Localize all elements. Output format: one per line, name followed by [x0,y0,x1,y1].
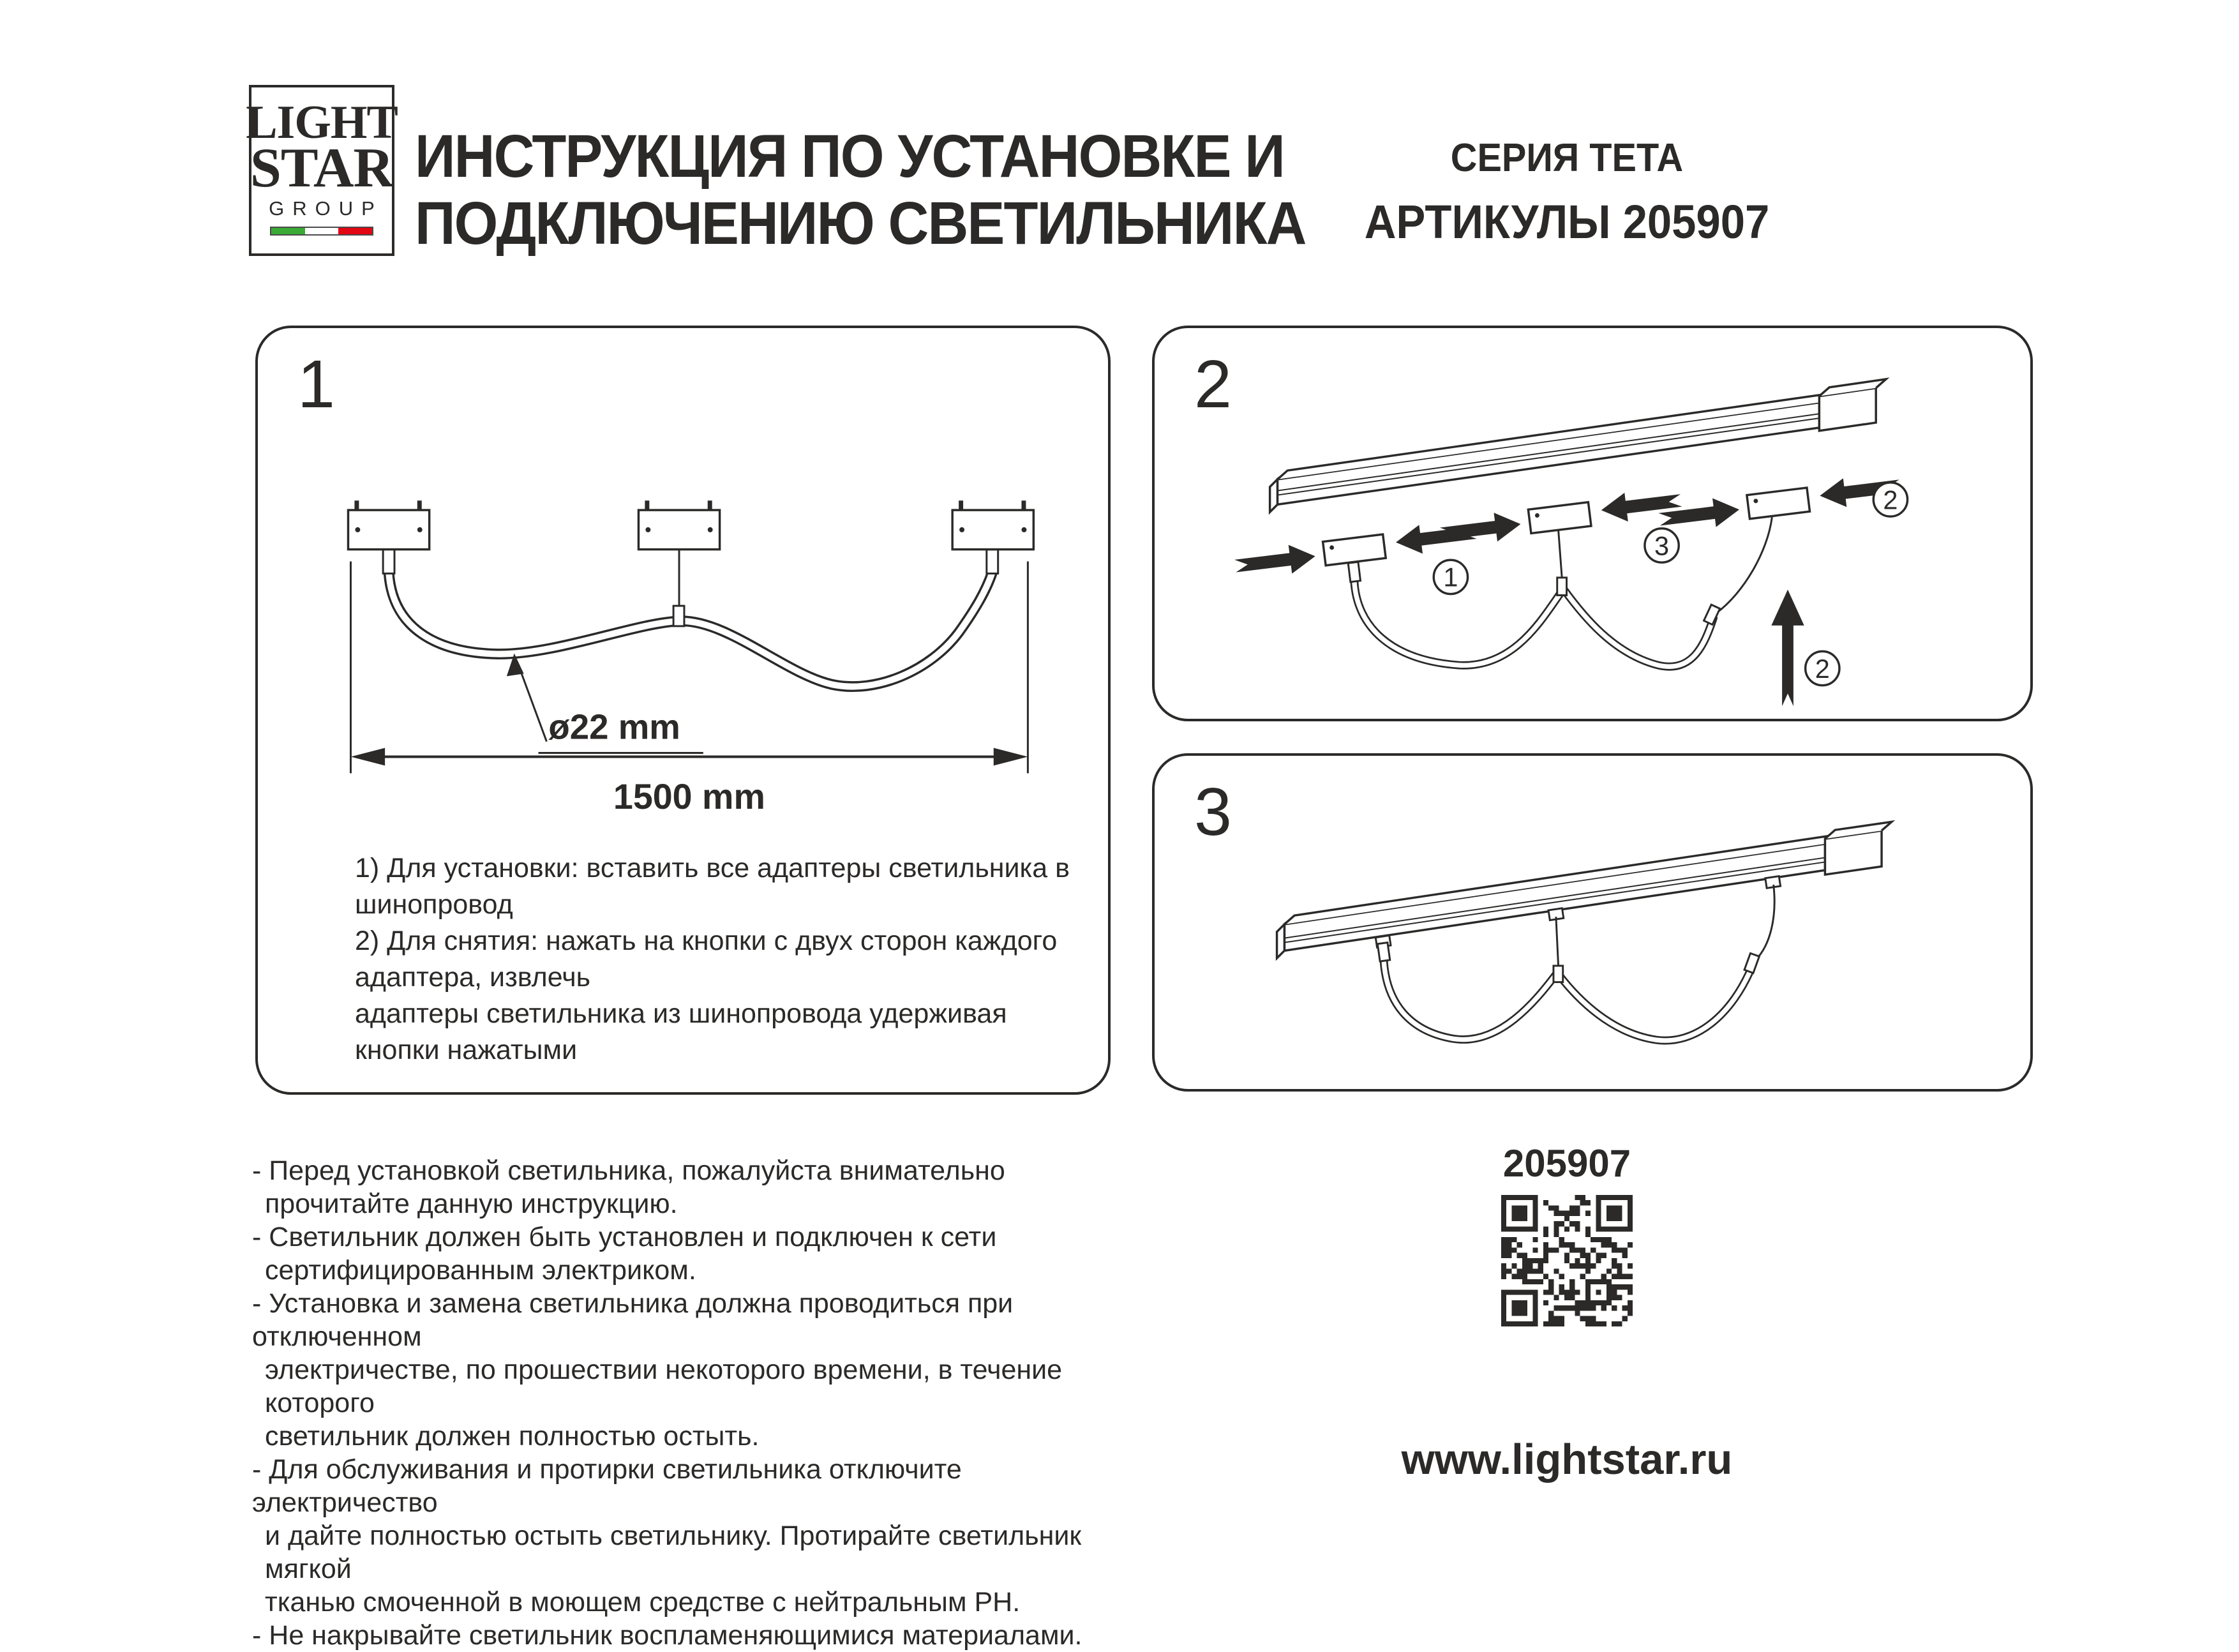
press-arrow-icon [1234,542,1317,580]
fixture-tube-outline [1384,960,1753,1040]
sleeve [1744,953,1759,973]
adapter-2 [1528,502,1591,534]
series-label: СЕРИЯ ТЕТА [1450,136,1684,180]
flag-red-stripe [338,228,372,234]
note-line: 1) Для установки: вставить все адаптеры светильника в шинопровод [355,853,1070,920]
website-url: www.lightstar.ru [1401,1436,1733,1483]
sleeve [1554,966,1563,982]
canopy-right [952,500,1033,549]
canopy-left [348,500,430,549]
dimension-arrow-right-icon [994,748,1028,766]
diameter-leader-line [518,664,547,741]
suspension-cable [1556,917,1559,970]
sleeve [1557,578,1567,596]
center-sleeve [673,606,684,626]
note-line: тканью смоченной в моющем средстве с нейтральным PH. [265,1587,1021,1618]
step-2-diagram [1155,328,2030,719]
dimension-arrow-left-icon [350,748,385,766]
note-line: сертифицированным электриком. [265,1255,696,1286]
qr-code-image [1501,1195,1633,1326]
note-line: - Установка и замена светильника должна проводиться при отключенном [252,1288,1014,1352]
note-line: - Не накрывайте светильник воспламеняющимися материалами. [252,1620,1082,1651]
panel-step-3 [1152,753,2033,1092]
callout-2-right-label: 2 [1883,484,1898,515]
page-title-line1: ИНСТРУКЦИЯ ПО УСТАНОВКЕ И [415,123,1284,190]
press-arrow-icon [1439,509,1522,548]
adapter-3 [1747,488,1810,519]
right-suspension-cable [1716,517,1772,613]
panel-step-1 [255,326,1111,1095]
note-line: и дайте полностью остыть светильнику. Протирайте светильник мягкой [265,1521,1082,1584]
fixture-tube-outline [389,571,992,686]
step-2-number: 2 [1194,347,1232,422]
note-line: - Для обслуживания и протирки светильника отключите электричество [252,1454,962,1518]
note-line: светильник должен полностью остыть. [265,1421,760,1452]
callout-3-label: 3 [1654,530,1670,561]
flag-green-stripe [271,228,305,234]
note-line: прочитайте данную инструкцию. [265,1189,678,1219]
logo-star-text: STAR [250,137,394,199]
callout-1-label: 1 [1443,562,1458,592]
suspension-cable [1559,531,1562,582]
note-line: 2) Для снятия: нажать на кнопки с двух сторон каждого адаптера, извлечь [355,926,1058,993]
page-title-line2: ПОДКЛЮЧЕНИЮ СВЕТИЛЬНИКА [415,190,1306,257]
step-1-number: 1 [297,347,335,422]
lightstar-logo [246,85,398,256]
note-line: - Светильник должен быть установлен и подключен к сети [252,1222,997,1252]
step-3-number: 3 [1194,774,1232,850]
note-line: - Перед установкой светильника, пожалуйста внимательно [252,1155,1005,1186]
sleeve [1377,943,1389,962]
page-title [415,123,1306,257]
note-line: адаптеры светильника из шинопровода удерживая кнопки нажатыми [355,998,1007,1065]
up-arrow-icon [1771,590,1804,707]
logo-group-text: GROUP [269,197,383,220]
fixture-tube-core [389,571,992,686]
qr-code [1501,1195,1633,1326]
note-line: электричестве, по прошествии некоторого времени, в течение которого [265,1355,1063,1418]
sleeve [1348,562,1360,582]
left-sleeve [383,550,394,574]
logo-light-text: LIGHT [246,96,398,149]
sleeve [1704,604,1720,624]
italian-flag-icon [270,227,373,236]
right-sleeve [987,550,998,574]
article-number: 205907 [1502,1142,1631,1185]
step-1-notes [355,850,1082,1069]
panel-step-2 [1152,326,2033,721]
callout-2-bottom-label: 2 [1815,653,1830,684]
diameter-label: ø22 mm [548,707,680,747]
canopy-center [638,500,719,549]
track-rail [1277,822,1892,958]
safety-notes [252,1154,1107,1652]
flag-white-stripe [305,228,339,234]
press-arrow-icon [1394,518,1478,557]
length-label: 1500 mm [613,776,765,816]
right-suspension-cable [1756,885,1774,959]
adapter-1 [1323,534,1386,566]
step-3-diagram [1155,756,2030,1089]
articles-label: АРТИКУЛЫ 205907 [1364,195,1770,248]
